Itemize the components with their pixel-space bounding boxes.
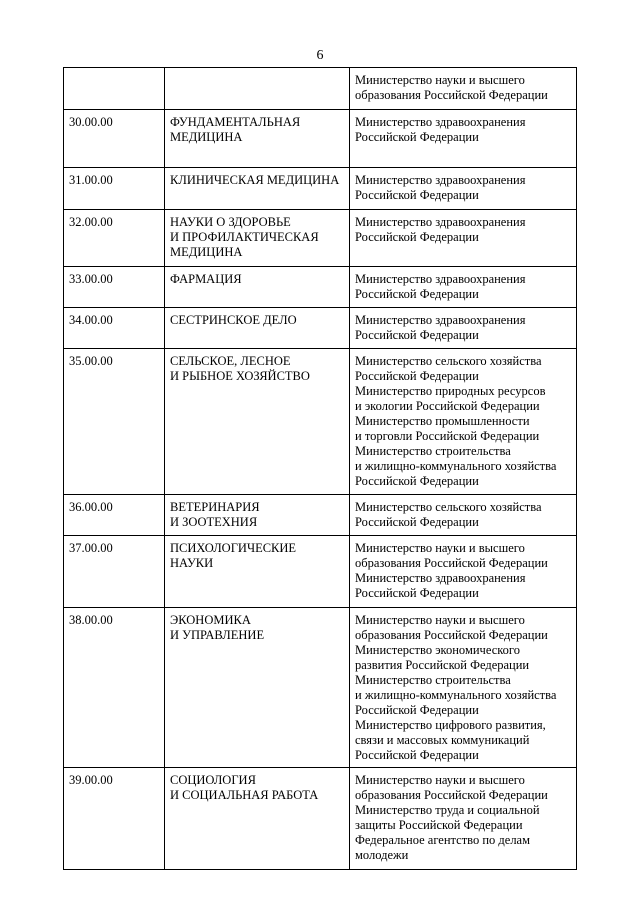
row-code [64,68,165,110]
row-code: 31.00.00 [64,168,165,210]
row-org: Министерство науки и высшего образования Российской Федерации Министерство труда и социальной защиты Российской Федерации Федеральное агентство по делам молодежи [350,768,577,870]
table-row [64,308,577,349]
table-row [64,768,577,870]
row-org: Министерство науки и высшего образования Российской Федерации Министерство здравоохранения Российской Федерации [350,536,577,608]
row-name: ФАРМАЦИЯ [165,267,350,308]
row-org: Министерство здравоохранения Российской Федерации [350,168,577,210]
row-name: ПСИХОЛОГИЧЕСКИЕ НАУКИ [165,536,350,608]
table-row [64,536,577,608]
table-row [64,210,577,267]
row-org: Министерство здравоохранения Российской Федерации [350,210,577,267]
row-code: 32.00.00 [64,210,165,267]
row-code: 34.00.00 [64,308,165,349]
row-code: 35.00.00 [64,349,165,495]
table-row [64,495,577,536]
table-row [64,608,577,768]
row-name: СЕЛЬСКОЕ, ЛЕСНОЕ И РЫБНОЕ ХОЗЯЙСТВО [165,349,350,495]
row-name: КЛИНИЧЕСКАЯ МЕДИЦИНА [165,168,350,210]
row-code: 39.00.00 [64,768,165,870]
row-name: ВЕТЕРИНАРИЯ И ЗООТЕХНИЯ [165,495,350,536]
row-org: Министерство сельского хозяйства Российской Федерации [350,495,577,536]
row-org: Министерство здравоохранения Российской Федерации [350,308,577,349]
row-org: Министерство сельского хозяйства Российской Федерации Министерство природных ресурсов и экологии Российской Федерации Министерство промышленности и торговли Российской Федерации Министерство строительства и жилищно-коммунального хозяйства Российской Федерации [350,349,577,495]
table-row [64,267,577,308]
row-code: 30.00.00 [64,110,165,168]
row-name: СОЦИОЛОГИЯ И СОЦИАЛЬНАЯ РАБОТА [165,768,350,870]
row-name [165,68,350,110]
row-org: Министерство науки и высшего образования Российской Федерации Министерство экономического развития Российской Федерации Министерство строительства и жилищно-коммунального хозяйства Российской Федерации Министерство цифрового развития, связи и массовых коммуникаций Российской Федерации [350,608,577,768]
row-name: ФУНДАМЕНТАЛЬНАЯ МЕДИЦИНА [165,110,350,168]
specialties-table [63,67,577,870]
page-number: 6 [316,48,324,63]
row-org: Министерство науки и высшего образования Российской Федерации [350,68,577,110]
table-row [64,68,577,110]
row-code: 36.00.00 [64,495,165,536]
row-code: 38.00.00 [64,608,165,768]
row-name: СЕСТРИНСКОЕ ДЕЛО [165,308,350,349]
row-name: НАУКИ О ЗДОРОВЬЕ И ПРОФИЛАКТИЧЕСКАЯ МЕДИЦИНА [165,210,350,267]
row-org: Министерство здравоохранения Российской Федерации [350,267,577,308]
row-org: Министерство здравоохранения Российской Федерации [350,110,577,168]
row-code: 33.00.00 [64,267,165,308]
row-name: ЭКОНОМИКА И УПРАВЛЕНИЕ [165,608,350,768]
table-row [64,168,577,210]
table-row [64,349,577,495]
row-code: 37.00.00 [64,536,165,608]
table-row [64,110,577,168]
